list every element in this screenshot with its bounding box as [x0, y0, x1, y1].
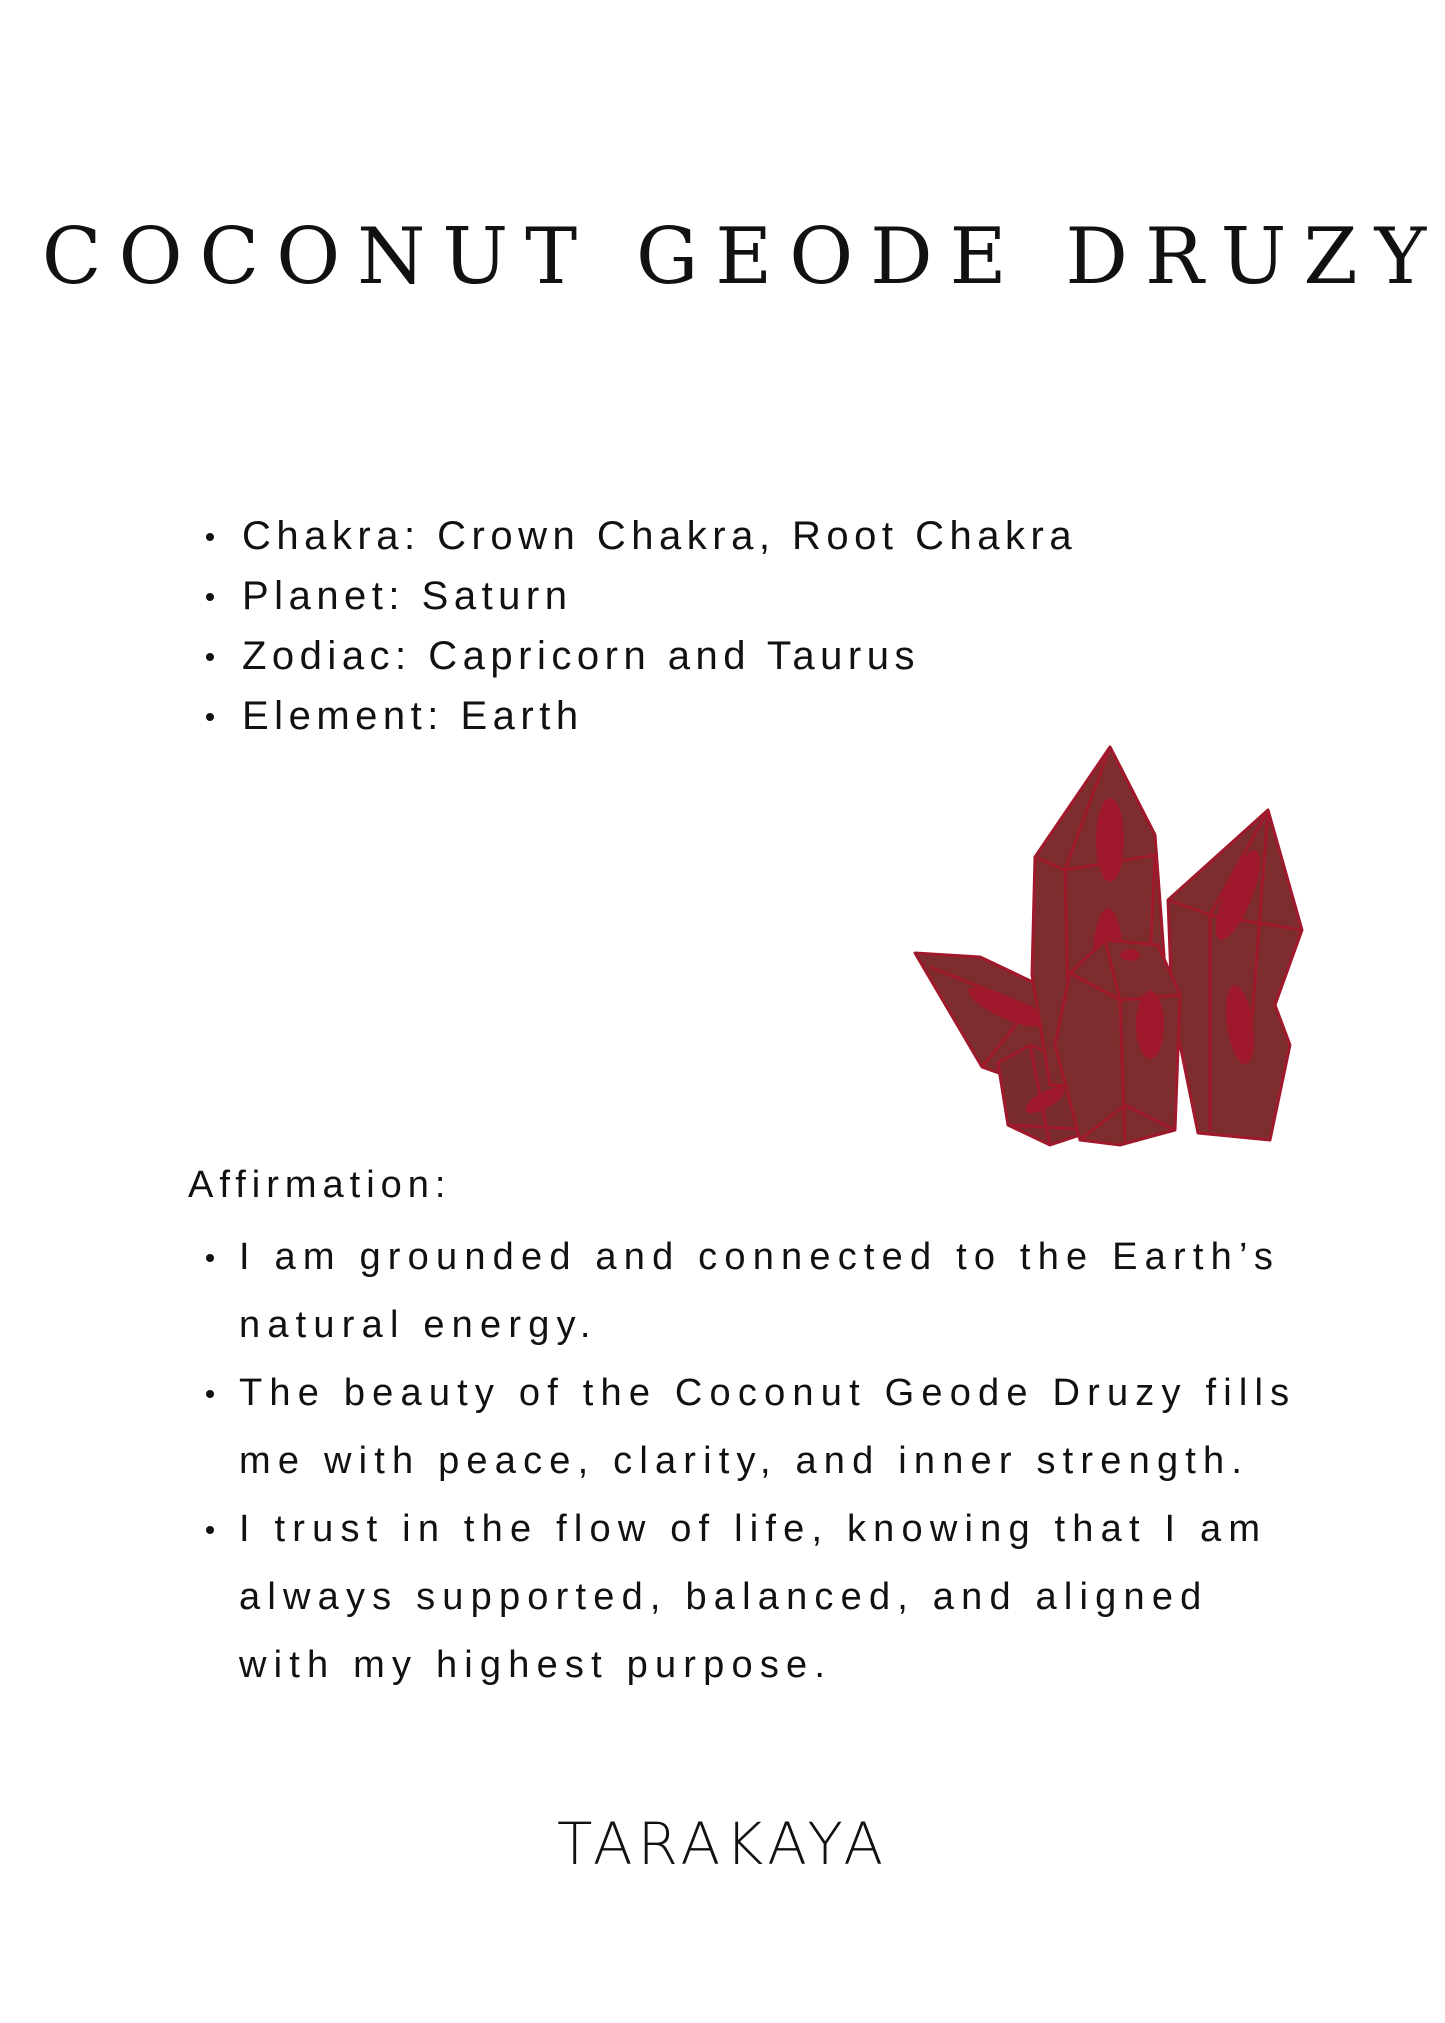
affirmation-item [206, 1223, 1299, 1359]
crystal-right [1168, 810, 1302, 1140]
affirmation-heading: Affirmation: [188, 1164, 452, 1206]
bullet-icon [206, 533, 214, 541]
property-element [206, 686, 1077, 746]
property-text: Chakra: Crown Chakra, Root Chakra [242, 514, 1078, 558]
bullet-icon [206, 1526, 214, 1534]
property-zodiac [206, 626, 1077, 686]
affirmation-item [206, 1359, 1299, 1495]
affirmation-text: I am grounded and connected to the Earth’s natural energy. [239, 1236, 1281, 1346]
brand-name: TARAKAYA [556, 1810, 889, 1878]
page-title: COCONUT GEODE DRUZY [41, 212, 1444, 302]
property-planet [206, 566, 1077, 626]
property-chakra [206, 506, 1077, 566]
affirmation-list [206, 1223, 1326, 1699]
bullet-icon [206, 593, 214, 601]
bullet-icon [206, 653, 214, 661]
bullet-icon [206, 1254, 214, 1262]
bullet-icon [206, 713, 214, 721]
affirmation-text: The beauty of the Coconut Geode Druzy fills me with peace, clarity, and inner strength. [239, 1372, 1297, 1482]
red-crystal-cluster-icon [910, 745, 1320, 1165]
bullet-icon [206, 1390, 214, 1398]
property-text: Zodiac: Capricorn and Taurus [242, 634, 920, 678]
affirmation-item [206, 1495, 1299, 1699]
affirmation-text: I trust in the flow of life, knowing that I am always supported, balanced, and aligned with my highest purpose. [239, 1508, 1268, 1686]
property-text: Element: Earth [242, 694, 584, 738]
property-text: Planet: Saturn [242, 574, 573, 618]
crystal-properties-list [206, 506, 1077, 746]
